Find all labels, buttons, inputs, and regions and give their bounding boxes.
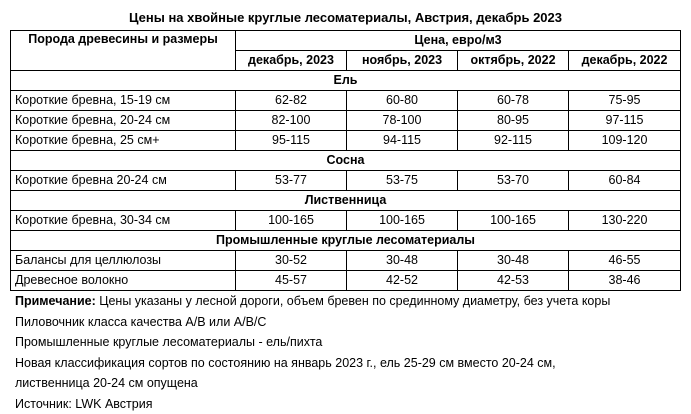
price-cell: 97-115 (569, 111, 681, 131)
price-cell: 92-115 (458, 131, 569, 151)
price-cell: 30-52 (236, 251, 347, 271)
row-label: Балансы для целлюлозы (11, 251, 236, 271)
price-header: Цена, евро/м3 (236, 31, 681, 51)
row-label: Короткие бревна, 15-19 см (11, 91, 236, 111)
price-cell: 38-46 (569, 271, 681, 291)
price-cell: 100-165 (458, 211, 569, 231)
note-label: Примечание: (15, 294, 96, 308)
price-cell: 30-48 (347, 251, 458, 271)
note-line-quality: Пиловочник класса качества A/B или A/B/C (15, 314, 267, 329)
price-cell: 82-100 (236, 111, 347, 131)
table-row (11, 171, 681, 191)
price-cell: 109-120 (569, 131, 681, 151)
header-row-top (11, 31, 681, 51)
note-line-classification: Новая классификация сортов по состоянию на январь 2023 г., ель 25-29 см вместо 20-24 см, (15, 355, 556, 370)
price-cell: 42-53 (458, 271, 569, 291)
price-cell: 42-52 (347, 271, 458, 291)
price-cell: 53-70 (458, 171, 569, 191)
section-label: Промышленные круглые лесоматериалы (11, 231, 681, 251)
notes-block (15, 291, 685, 414)
section-label: Лиственница (11, 191, 681, 211)
price-cell: 78-100 (347, 111, 458, 131)
period-header: декабрь, 2022 (569, 51, 681, 71)
section-row (11, 151, 681, 171)
species-header: Порода древесины и размеры (11, 31, 236, 71)
section-row (11, 191, 681, 211)
table-row (11, 251, 681, 271)
note-line-larch: лиственница 20-24 см опущена (15, 376, 198, 390)
period-header: октябрь, 2022 (458, 51, 569, 71)
table-row (11, 111, 681, 131)
price-cell: 100-165 (236, 211, 347, 231)
price-table (10, 30, 681, 291)
price-cell: 30-48 (458, 251, 569, 271)
note-text: Цены указаны у лесной дороги, объем бревен по срединному диаметру, без учета коры (95, 294, 611, 308)
price-cell: 62-82 (236, 91, 347, 111)
period-header: декабрь, 2023 (236, 51, 347, 71)
price-cell: 60-78 (458, 91, 569, 111)
table-row (11, 131, 681, 151)
table-title: Цены на хвойные круглые лесоматериалы, Австрия, декабрь 2023 (129, 10, 562, 25)
row-label: Короткие бревна, 25 см+ (11, 131, 236, 151)
price-cell: 80-95 (458, 111, 569, 131)
period-header: ноябрь, 2023 (347, 51, 458, 71)
source-line: Источник: LWK Австрия (15, 396, 153, 411)
price-cell: 94-115 (347, 131, 458, 151)
row-label: Древесное волокно (11, 271, 236, 291)
price-cell: 46-55 (569, 251, 681, 271)
table-row (11, 211, 681, 231)
section-row (11, 231, 681, 251)
price-cell: 53-75 (347, 171, 458, 191)
section-label: Ель (11, 71, 681, 91)
note-line-industrial: Промышленные круглые лесоматериалы - ель/пихта (15, 335, 323, 349)
row-label: Короткие бревна 20-24 см (11, 171, 236, 191)
price-cell: 75-95 (569, 91, 681, 111)
price-cell: 130-220 (569, 211, 681, 231)
price-cell: 100-165 (347, 211, 458, 231)
price-cell: 95-115 (236, 131, 347, 151)
price-cell: 45-57 (236, 271, 347, 291)
table-row (11, 271, 681, 291)
price-cell: 60-80 (347, 91, 458, 111)
price-cell: 53-77 (236, 171, 347, 191)
price-cell: 60-84 (569, 171, 681, 191)
row-label: Короткие бревна, 20-24 см (11, 111, 236, 131)
table-row (11, 91, 681, 111)
section-label: Сосна (11, 151, 681, 171)
section-row (11, 71, 681, 91)
row-label: Короткие бревна, 30-34 см (11, 211, 236, 231)
note-line (15, 291, 685, 312)
